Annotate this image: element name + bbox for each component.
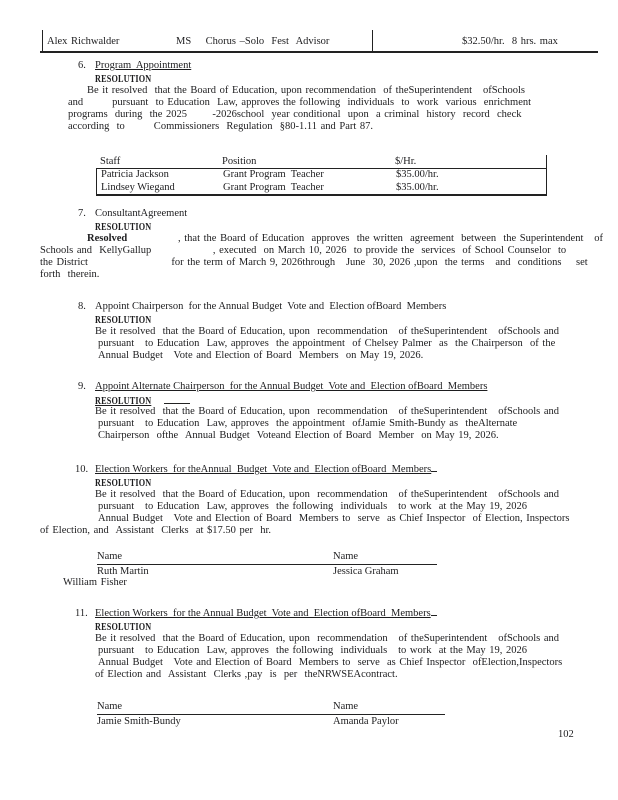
resolution-label-line (95, 393, 618, 408)
table-row (97, 565, 437, 579)
table-row (97, 182, 546, 195)
column-header-position: Position (222, 156, 257, 167)
body-line: of Election, and Assistant Clerks at $17.50 per hr. (40, 525, 272, 537)
advisor-rate: $32.50/hr. 8 hrs. max (462, 36, 558, 47)
body-line: Be it resolved that the Board of Education, upon recommendation of theSuperintendent ofSchools and (95, 325, 559, 337)
resolution-label: RESOLUTION (95, 478, 152, 490)
item-title: Program Appointment (95, 60, 192, 71)
table-cell: $35.00/hr. (396, 169, 439, 180)
item-heading (0, 461, 618, 476)
resolution-item-9 (0, 381, 618, 442)
resolution-label: RESOLUTION (95, 396, 152, 408)
body-line: Be it resolved that the Board of Education, upon recommendation of theSuperintendent ofSchools and (95, 488, 559, 500)
resolution-label-line (95, 620, 618, 632)
resolution-label-line (95, 313, 618, 325)
advisor-name: Alex Richwalder (47, 36, 120, 47)
election-workers-name-table (97, 701, 445, 728)
name-outdented: William Fisher (63, 577, 127, 588)
body-line: Be it resolved that the Board of Education, upon recommendation of theSuperintendent ofSchools and (95, 405, 559, 417)
body-line (87, 233, 618, 245)
item-heading (0, 301, 618, 313)
resolution-label: RESOLUTION (95, 622, 152, 634)
body-line: of Election and Assistant Clerks ,pay is per theNRWSEAcontract. (95, 669, 398, 681)
table-cell: $35.00/hr. (396, 181, 439, 193)
item-heading (0, 60, 618, 72)
item-title: Appoint Chairperson for the Annual Budget Vote and Election ofBoard Members (95, 301, 447, 312)
body-line: and pursuant to Education Law, approves the following individuals to work various enrichment (68, 96, 532, 108)
body-line: programs during the 2025 -2026school year conditional upon a criminal history record check (68, 109, 522, 121)
item-number: 9. (78, 381, 86, 392)
table-cell: Patricia Jackson (101, 169, 169, 180)
table-border-left (42, 30, 43, 52)
item-title: Election Workers for the Annual Budget Vote and Election ofBoard Members (95, 608, 431, 619)
body-line: Schools and KellyGallup , executed on March 10, 2026 to provide the services of School Counselor to (40, 244, 567, 256)
resolution-label: RESOLUTION (95, 222, 152, 234)
table-cell: Grant Program Teacher (223, 169, 324, 180)
item-number: 6. (78, 60, 86, 71)
resolution-label-line (95, 220, 618, 232)
table-cell: Ruth Martin (97, 565, 149, 577)
underline-tail (431, 461, 437, 472)
body-line: forth therein. (40, 269, 100, 281)
body-line: Be it resolved that the Board of Education, upon recommendation of theSuperintendent ofSchools (87, 84, 525, 96)
column-header-name: Name (97, 551, 123, 562)
resolution-label: RESOLUTION (95, 74, 152, 86)
table-cell: Grant Program Teacher (223, 181, 324, 193)
election-workers-name-table (97, 551, 437, 578)
staff-table (96, 155, 547, 196)
body-line: pursuant to Education Law, approves the following individuals to work at the May 19, 2026 (98, 644, 527, 656)
resolution-item-10 (0, 461, 618, 538)
item-heading (0, 381, 618, 393)
body-line: Annual Budget Vote and Election of Board Members on May 19, 2026. (98, 350, 424, 362)
column-header-name: Name (333, 701, 359, 712)
staff-table-body (96, 168, 547, 196)
underline-tail (431, 605, 437, 616)
body-line: according to Commissioners Regulation §80-1.11 and Part 87. (68, 121, 374, 133)
body-line: Annual Budget Vote and Election of Board Members to serve as Chief Inspector ofElection,Inspectors (98, 657, 563, 669)
body-line: the District for the term of March 9, 2026through June 30, 2026 ,upon the terms and conditions set (40, 257, 588, 269)
resolution-item-11 (0, 605, 618, 682)
item-heading (0, 208, 618, 220)
table-row (97, 715, 445, 729)
resolution-label-line (95, 72, 618, 84)
body-line: Chairperson ofthe Annual Budget Voteand Election of Board Member on May 19, 2026. (98, 430, 499, 442)
item-number: 10. (75, 464, 89, 475)
item-heading (0, 605, 618, 620)
body-line: pursuant to Education Law, approves the appointment of Chelsey Palmer as the Chairperson of the (98, 337, 556, 349)
resolution-label: RESOLUTION (95, 315, 152, 327)
table-cell: Amanda Paylor (333, 715, 399, 727)
resolution-item-8 (0, 301, 618, 362)
table-row (97, 169, 546, 182)
body-line: Annual Budget Vote and Election of Board Members to serve as Chief Inspector of Election, Inspectors (98, 513, 570, 525)
column-header-name: Name (97, 701, 123, 712)
table-cell: Lindsey Wiegand (101, 181, 175, 193)
column-header-rate: $/Hr. (395, 156, 417, 167)
item-number: 7. (78, 208, 86, 219)
table-border-bottom (40, 51, 598, 53)
body-line-text: , that the Board of Education approves the written agreement between the Superintendent of (127, 232, 603, 244)
name-table-header-row (97, 701, 445, 715)
column-header-name: Name (333, 551, 359, 562)
table-cell: Jessica Graham (333, 565, 399, 577)
item-title: Appoint Alternate Chairperson for the Annual Budget Vote and Election ofBoard Members (95, 381, 488, 392)
resolution-item-6 (0, 60, 618, 134)
underline-tail (164, 393, 190, 404)
body-line: Be it resolved that the Board of Education, upon recommendation of theSuperintendent ofSchools and (95, 632, 559, 644)
resolved-lead: Resolved (87, 232, 128, 244)
table-cell: Jamie Smith-Bundy (97, 715, 181, 727)
advisor-position: MS Chorus –Solo Fest Advisor (176, 36, 330, 47)
table-border-divider (372, 30, 373, 52)
item-number: 11. (75, 608, 88, 619)
body-line: pursuant to Education Law, approves the appointment ofJamie Smith-Bundy as theAlternate (98, 417, 518, 429)
column-header-staff: Staff (100, 156, 121, 167)
body-line: pursuant to Education Law, approves the following individuals to work at the May 19, 2026 (98, 500, 527, 512)
item-number: 8. (78, 301, 86, 312)
staff-table-header-row (96, 155, 547, 168)
name-table-header-row (97, 551, 437, 565)
item-title: ConsultantAgreement (95, 208, 188, 219)
item-title: Election Workers for theAnnual Budget Vote and Election ofBoard Members (95, 464, 432, 475)
page-number: 102 (558, 729, 574, 740)
resolution-item-7 (0, 208, 618, 282)
resolution-label-line (95, 476, 618, 488)
